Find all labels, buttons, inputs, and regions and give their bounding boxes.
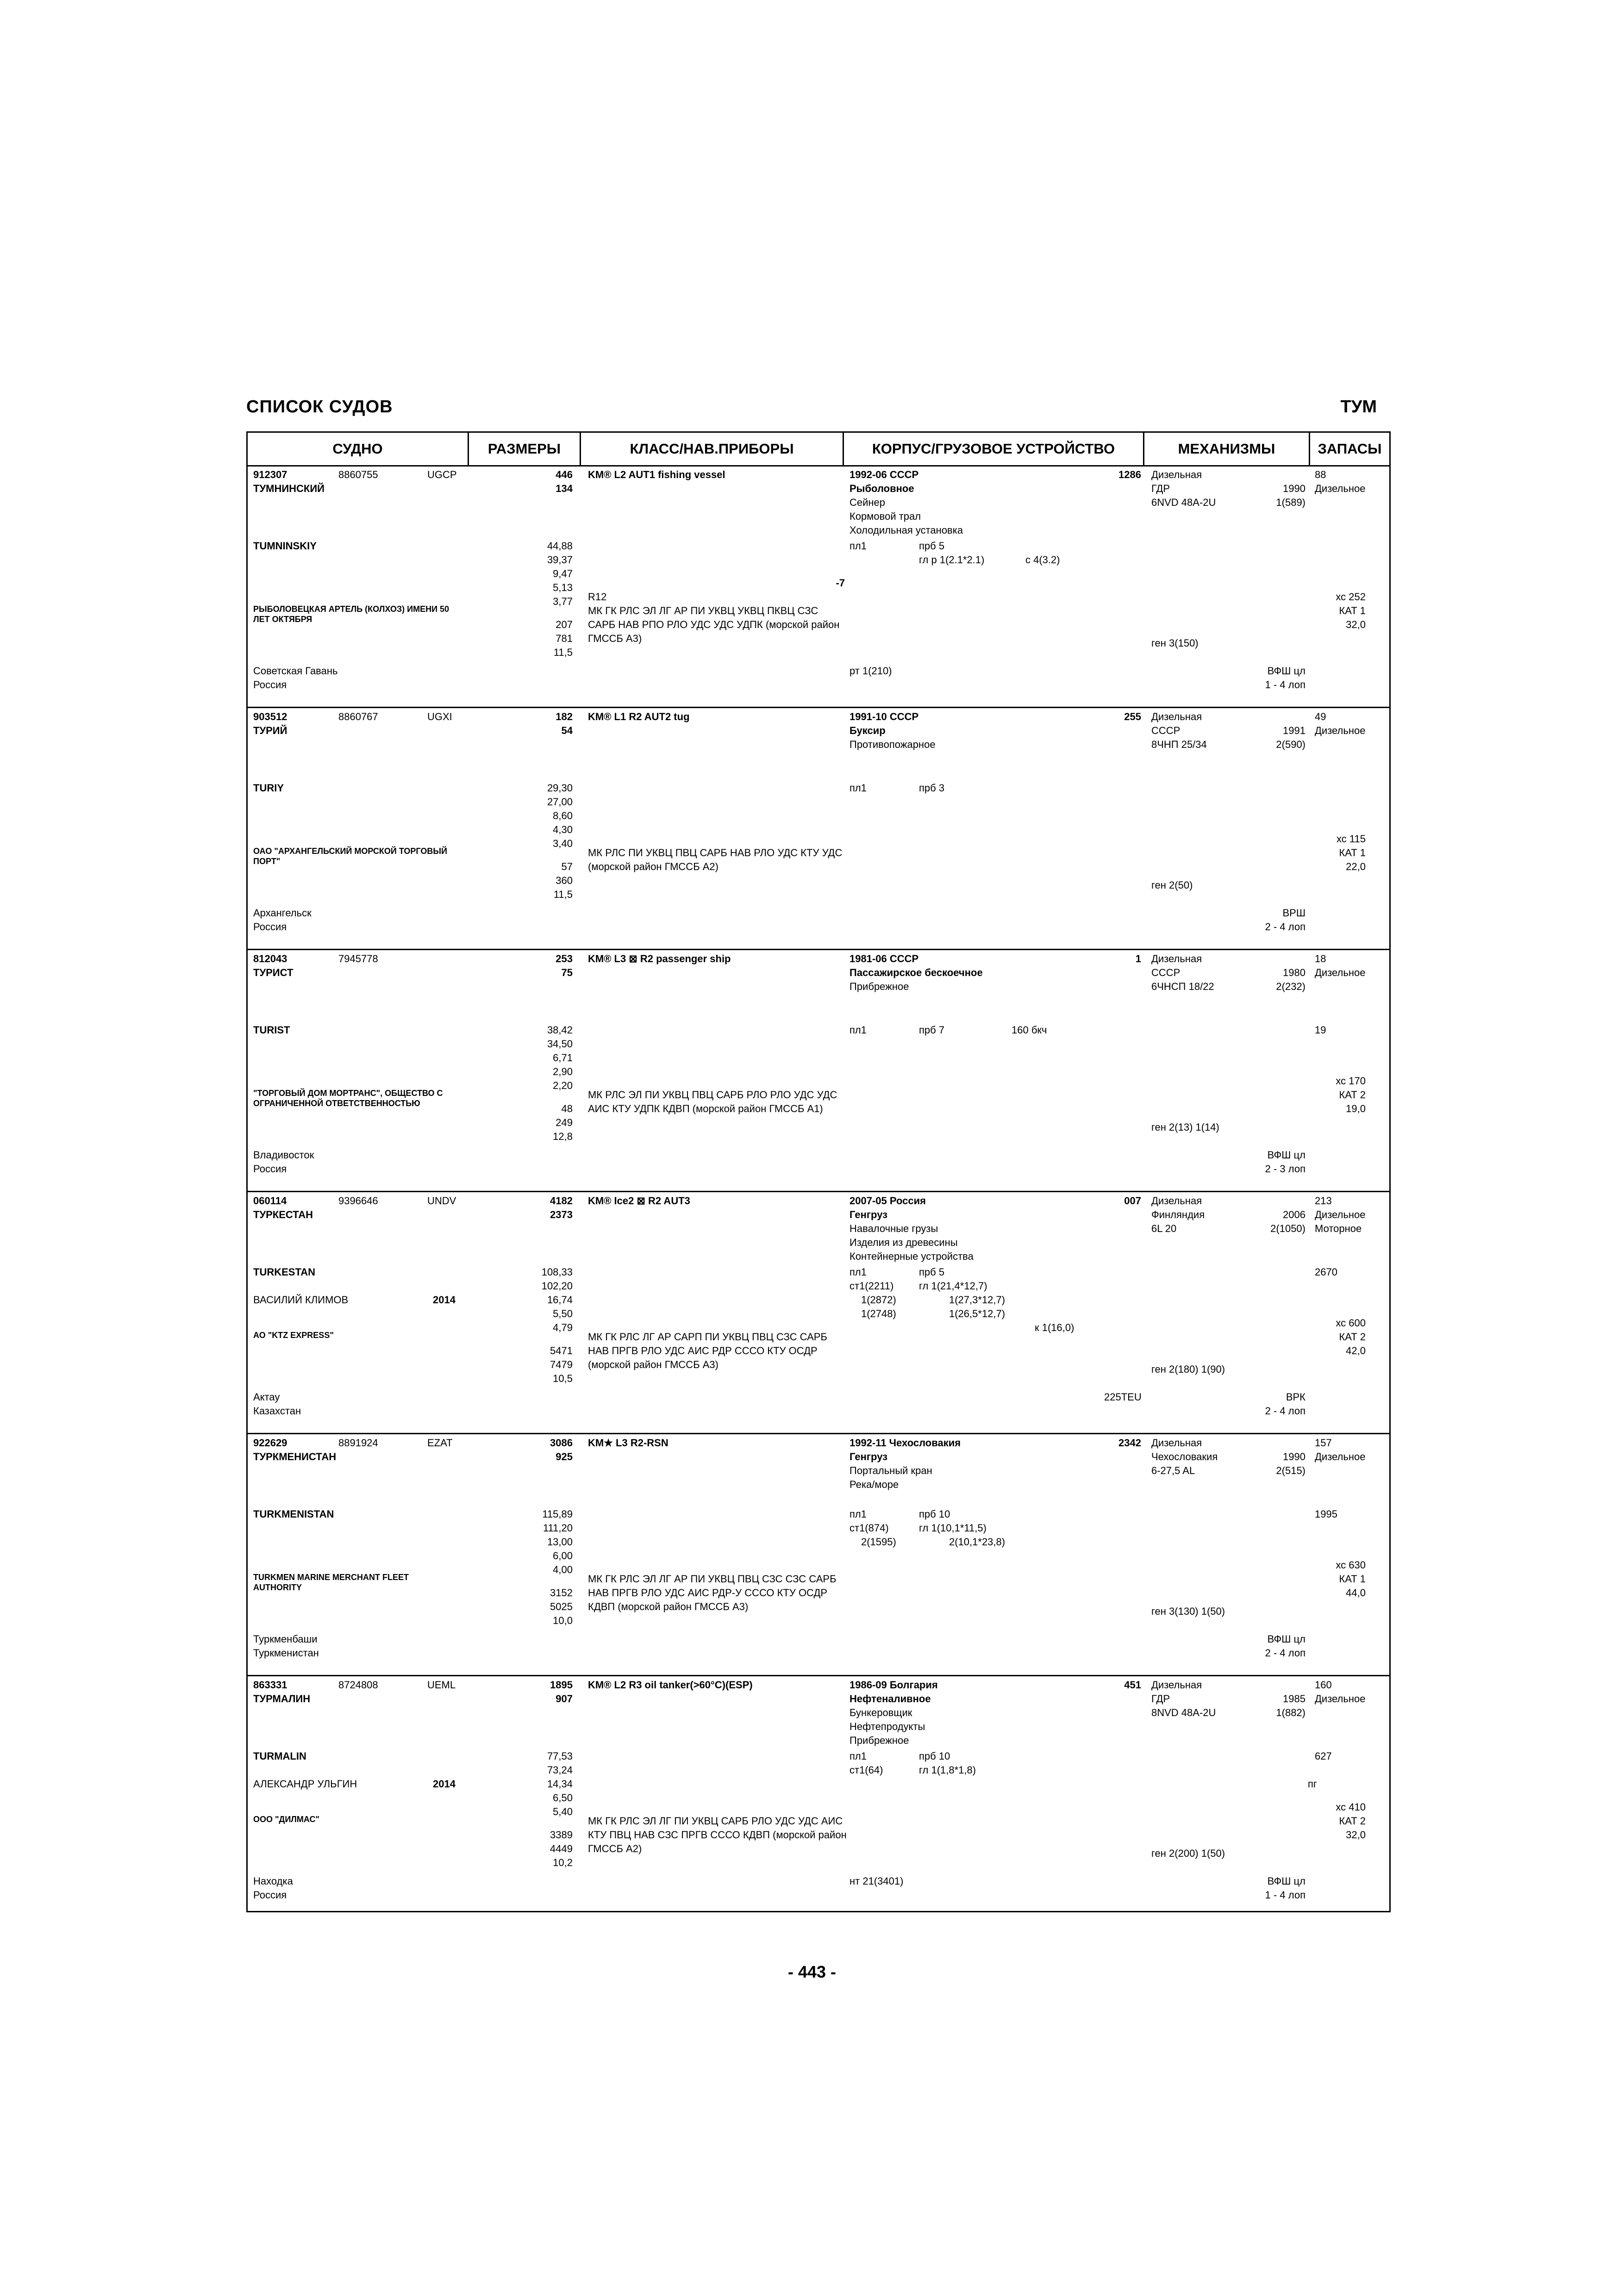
- home-port: Владивосток: [253, 1149, 314, 1161]
- class-notation: KM® L2 R3 oil tanker(>60°C)(ESP): [588, 1679, 753, 1691]
- gross-tonnage: 3086: [550, 1437, 573, 1449]
- engine-model: 6NVD 48A-2U: [1151, 497, 1216, 508]
- hull-feature: Бункеровщик: [849, 1707, 912, 1718]
- home-port: Находка: [253, 1875, 293, 1887]
- ship-name: ТУРИЙ: [253, 725, 287, 736]
- hatch-size: гл 1(21,4*12,7): [919, 1280, 987, 1292]
- build-number: 451: [1124, 1679, 1141, 1691]
- hull-feature: Прибрежное: [849, 981, 909, 992]
- class-notation: KM® L2 AUT1 fishing vessel: [588, 469, 725, 480]
- imo-number: 9396646: [338, 1195, 378, 1207]
- flag-country: Россия: [253, 1889, 287, 1901]
- deadweight-value: 3152: [550, 1587, 573, 1599]
- fuel-range: 19: [1315, 1024, 1326, 1036]
- propeller: ВФШ цл: [1267, 1875, 1305, 1887]
- engine-year: 1980: [1283, 967, 1305, 978]
- hold-capacity: ст1(874): [849, 1522, 889, 1534]
- dimension-value: 14,34: [547, 1778, 573, 1790]
- hold-capacity: 2(1595): [861, 1536, 896, 1548]
- ship-name-latin: TURIST: [253, 1024, 290, 1036]
- crane-info: с 4(3.2): [1025, 554, 1060, 566]
- engine-power: 2(590): [1276, 739, 1305, 750]
- flag-country: Туркменистан: [253, 1647, 319, 1659]
- dimension-value: 3,77: [553, 596, 573, 607]
- class-extra: R12: [588, 591, 607, 603]
- ship-name-latin: TURMALIN: [253, 1750, 306, 1762]
- generators: ген 2(180) 1(90): [1151, 1363, 1225, 1375]
- nav-equipment: МК ГК РЛС ЛГ АР САРП ПИ УКВЦ ПВЦ СЗС САРБ НАВ ПРГВ РЛО УДС АИС РДР СССО КТУ ОСДР (морской район ГМССБ А3): [588, 1331, 827, 1370]
- store-value: КАТ 1: [1339, 847, 1366, 859]
- engine-country: Финляндия: [1151, 1209, 1205, 1220]
- deadweight-value: 5025: [550, 1601, 573, 1612]
- hull-feature: Изделия из древесины: [849, 1237, 958, 1248]
- dimension-value: 111,20: [543, 1522, 573, 1534]
- former-name: АЛЕКСАНДР УЛЬГИН: [253, 1778, 357, 1790]
- propeller: ВРК: [1286, 1391, 1305, 1403]
- former-name: ВАСИЛИЙ КЛИМОВ: [253, 1294, 349, 1306]
- deadweight-value: 10,5: [553, 1373, 573, 1384]
- hull-feature: Нефтепродукты: [849, 1721, 925, 1732]
- build-info: 2007-05 Россия: [849, 1195, 926, 1207]
- gross-tonnage: 253: [556, 953, 573, 964]
- hull-note: -7: [836, 577, 845, 589]
- ship-name: ТУМНИНСКИЙ: [253, 483, 325, 494]
- home-port: Туркменбаши: [253, 1633, 318, 1645]
- engine-year: 1990: [1283, 1451, 1305, 1462]
- col-dimensions: РАЗМЕРЫ: [469, 433, 581, 465]
- cargo-extra: нт 21(3401): [849, 1875, 904, 1887]
- section-code: ТУМ: [1340, 397, 1377, 417]
- nav-equipment: МК РЛС ЭЛ ПИ УКВЦ ПВЦ САРБ РЛО РЛО УДС УДС АИС КТУ УДПК КДВП (морской район ГМССБ А1): [588, 1089, 837, 1114]
- store-value: КАТ 2: [1339, 1331, 1366, 1343]
- deck-info: пл1: [849, 1024, 867, 1036]
- build-info: 1991-10 СССР: [849, 711, 919, 722]
- imo-number: 8860755: [338, 469, 378, 480]
- net-tonnage: 907: [556, 1693, 573, 1705]
- build-number: 2342: [1118, 1437, 1141, 1449]
- hold-capacity: ст1(64): [849, 1764, 883, 1776]
- blades: 2 - 4 лоп: [1265, 1647, 1305, 1659]
- ship-name: ТУРКЕСТАН: [253, 1209, 313, 1220]
- deadweight-value: 10,2: [553, 1857, 573, 1868]
- hold-capacity: ст1(2211): [849, 1280, 894, 1292]
- engine-country: ГДР: [1151, 483, 1170, 494]
- blades: 2 - 4 лоп: [1265, 921, 1305, 933]
- store-value: 160: [1315, 1679, 1332, 1691]
- dimension-value: 9,47: [553, 568, 573, 579]
- deadweight-value: 249: [556, 1117, 573, 1128]
- hull-feature: Кормовой трал: [849, 510, 921, 522]
- former-name-year: 2014: [433, 1294, 456, 1306]
- dimension-value: 5,40: [553, 1806, 573, 1817]
- generators: ген 3(150): [1151, 637, 1199, 649]
- owner: "ТОРГОВЫЙ ДОМ МОРТРАНС", ОБЩЕСТВО С ОГРАНИЧЕННОЙ ОТВЕТСТВЕННОСТЬЮ: [253, 1089, 443, 1108]
- engine-year: 2006: [1283, 1209, 1305, 1220]
- class-notation: KM® L3 ⊠ R2 passenger ship: [588, 953, 731, 964]
- dimension-value: 13,00: [547, 1536, 573, 1548]
- dimension-value: 108,33: [541, 1266, 573, 1278]
- engine-model: 6ЧНСП 18/22: [1151, 981, 1214, 992]
- hatch-info: гл р 1(2.1*2.1): [919, 554, 985, 566]
- dimension-value: 4,30: [553, 824, 573, 835]
- store-value: хс 170: [1336, 1075, 1366, 1087]
- store-value: хс 115: [1337, 833, 1366, 845]
- hull-feature: Река/море: [849, 1479, 899, 1490]
- engine-model: 8ЧНП 25/34: [1151, 739, 1207, 750]
- crane-capacity: к 1(16,0): [1035, 1322, 1074, 1333]
- store-value: хс 252: [1336, 591, 1366, 603]
- propeller: ВРШ: [1282, 907, 1305, 919]
- deadweight-value: 781: [556, 633, 573, 644]
- dimension-value: 5,13: [553, 582, 573, 593]
- dimension-value: 2,90: [553, 1066, 573, 1077]
- ship-name-latin: TURIY: [253, 782, 284, 794]
- hatch-info: 160 бкч: [1012, 1024, 1047, 1036]
- ship-table: [246, 431, 1391, 1912]
- nav-equipment: МК ГК РЛС ЭЛ ЛГ АР ПИ УКВЦ ПВЦ СЗС СЗС САРБ НАВ ПРГВ РЛО УДС АИС РДР-У СССО КТУ ОСДР КДВП (морской район ГМССБ А3): [588, 1573, 837, 1612]
- net-tonnage: 134: [556, 483, 573, 494]
- engine-type: Дизельная: [1151, 469, 1202, 480]
- vessel-type: Пассажирское бескоечное: [849, 967, 983, 978]
- deck-info: пл1: [849, 782, 867, 794]
- hull-feature: Холодильная установка: [849, 524, 963, 536]
- owner: TURKMEN MARINE MERCHANT FLEET AUTHORITY: [253, 1573, 409, 1592]
- hold-capacity: 1(2748): [861, 1308, 896, 1319]
- hull-feature: Навалочные грузы: [849, 1223, 938, 1234]
- engine-country: ГДР: [1151, 1693, 1170, 1705]
- reg-number: 812043: [253, 953, 287, 964]
- blades: 2 - 3 лоп: [1265, 1163, 1305, 1175]
- bulkheads: прб 7: [919, 1024, 945, 1036]
- engine-model: 6L 20: [1151, 1223, 1177, 1234]
- store-value: 32,0: [1346, 1829, 1366, 1841]
- store-value: 18: [1315, 953, 1326, 964]
- bulkheads: прб 3: [919, 782, 945, 794]
- bulkheads: прб 5: [919, 1266, 945, 1278]
- store-value: Дизельное: [1315, 1451, 1366, 1462]
- deadweight-value: 207: [556, 619, 573, 630]
- build-info: 1992-11 Чехословакия: [849, 1437, 961, 1449]
- hatch-size: 1(26,5*12,7): [949, 1308, 1006, 1319]
- build-number: 255: [1124, 711, 1141, 722]
- net-tonnage: 925: [556, 1451, 573, 1462]
- ship-name-latin: TUMNINSKIY: [253, 540, 317, 552]
- col-vessel: СУДНО: [248, 433, 469, 465]
- store-value: 213: [1315, 1195, 1332, 1207]
- ship-name: ТУРИСТ: [253, 967, 294, 978]
- engine-model: 6-27,5 AL: [1151, 1465, 1195, 1476]
- ship-record: [248, 950, 1389, 1192]
- ship-record: [248, 1192, 1389, 1434]
- store-value: Дизельное: [1315, 967, 1366, 978]
- vessel-type: Буксир: [849, 725, 886, 736]
- dimension-value: 4,00: [553, 1564, 573, 1575]
- engine-country: Чехословакия: [1151, 1451, 1218, 1462]
- ship-name-latin: TURKESTAN: [253, 1266, 316, 1278]
- deck-info: пл1: [849, 1750, 867, 1762]
- dimension-value: 77,53: [547, 1750, 573, 1762]
- dimension-value: 102,20: [541, 1280, 573, 1292]
- class-notation: KM® L1 R2 AUT2 tug: [588, 711, 690, 722]
- dimension-value: 34,50: [547, 1038, 573, 1050]
- generators: ген 3(130) 1(50): [1151, 1605, 1225, 1617]
- ship-name: ТУРМАЛИН: [253, 1693, 311, 1705]
- propeller: ВФШ цл: [1267, 1633, 1305, 1645]
- store-value: КАТ 1: [1339, 1573, 1366, 1585]
- engine-type: Дизельная: [1151, 1195, 1202, 1207]
- engine-country: СССР: [1151, 725, 1181, 736]
- engine-year: 1985: [1283, 1693, 1305, 1705]
- col-machinery: МЕХАНИЗМЫ: [1144, 433, 1310, 465]
- home-port: Архангельск: [253, 907, 312, 919]
- dimension-value: 6,71: [553, 1052, 573, 1064]
- store-value: 19,0: [1346, 1103, 1366, 1114]
- call-sign: UGXI: [427, 711, 452, 722]
- home-port: Актау: [253, 1391, 280, 1403]
- dimension-value: 16,74: [547, 1294, 573, 1306]
- hull-feature: Прибрежное: [849, 1735, 909, 1746]
- col-stores: ЗАПАСЫ: [1318, 441, 1382, 457]
- store-value: 157: [1315, 1437, 1332, 1449]
- net-tonnage: 2373: [550, 1209, 573, 1220]
- dimension-value: 27,00: [547, 796, 573, 808]
- store-value: Дизельное: [1315, 725, 1366, 736]
- owner: РЫБОЛОВЕЦКАЯ АРТЕЛЬ (КОЛХОЗ) ИМЕНИ 50 ЛЕТ ОКТЯБРЯ: [253, 604, 450, 624]
- call-sign: UNDV: [427, 1195, 456, 1207]
- dimension-value: 38,42: [547, 1024, 573, 1036]
- bulkheads: прб 10: [919, 1750, 950, 1762]
- ship-record: [248, 1676, 1389, 1918]
- gross-tonnage: 1895: [550, 1679, 573, 1691]
- hull-feature: Контейнерные устройства: [849, 1251, 974, 1262]
- hull-feature: Сейнер: [849, 497, 886, 508]
- dimension-value: 29,30: [547, 782, 573, 794]
- gross-tonnage: 446: [556, 469, 573, 480]
- store-value: хс 630: [1336, 1559, 1366, 1571]
- nav-equipment: МК РЛС ПИ УКВЦ ПВЦ САРБ НАВ РЛО УДС КТУ УДС (морской район ГМССБ А2): [588, 847, 843, 872]
- store-value: КАТ 1: [1339, 605, 1366, 616]
- engine-power: 1(882): [1276, 1707, 1305, 1718]
- engine-country: СССР: [1151, 967, 1181, 978]
- engine-type: Дизельная: [1151, 953, 1202, 964]
- build-info: 1986-09 Болгария: [849, 1679, 938, 1691]
- deadweight-value: 4449: [550, 1843, 573, 1854]
- hatch-size: гл 1(10,1*11,5): [919, 1522, 987, 1534]
- ship-name-latin: TURKMENISTAN: [253, 1508, 334, 1520]
- imo-number: 7945778: [338, 953, 378, 964]
- deadweight-value: 10,0: [553, 1615, 573, 1626]
- engine-power: 2(232): [1276, 981, 1305, 992]
- store-value: 88: [1315, 469, 1326, 480]
- gross-tonnage: 182: [556, 711, 573, 722]
- hold-capacity: 1(2872): [861, 1294, 896, 1306]
- generators: ген 2(50): [1151, 879, 1193, 891]
- propeller: ВФШ цл: [1267, 1149, 1305, 1161]
- hull-feature: Портальный кран: [849, 1465, 932, 1476]
- engine-type: Дизельная: [1151, 1679, 1202, 1691]
- page-title: СПИСОК СУДОВ: [246, 397, 393, 417]
- blades: 1 - 4 лоп: [1265, 679, 1305, 691]
- bulkheads: прб 10: [919, 1508, 950, 1520]
- dimension-value: 6,50: [553, 1792, 573, 1804]
- dimension-value: 115,89: [542, 1508, 573, 1520]
- engine-year: 1991: [1283, 725, 1305, 736]
- generators: ген 2(13) 1(14): [1151, 1121, 1219, 1133]
- dimension-value: 8,60: [553, 810, 573, 821]
- hatch-size: гл 1(1,8*1,8): [919, 1764, 976, 1776]
- deadweight-value: 5471: [550, 1345, 573, 1356]
- reg-number: 863331: [253, 1679, 287, 1691]
- deadweight-value: 11,5: [553, 647, 573, 658]
- gross-tonnage: 4182: [550, 1195, 573, 1207]
- dimension-value: 39,37: [547, 554, 573, 566]
- store-value: 44,0: [1346, 1587, 1366, 1599]
- ship-record: [248, 466, 1389, 708]
- generators: ген 2(200) 1(50): [1151, 1848, 1225, 1859]
- reg-number: 922629: [253, 1437, 287, 1449]
- hull-feature: Противопожарное: [849, 739, 936, 750]
- dimension-value: 44,88: [547, 540, 573, 552]
- flag-country: Россия: [253, 679, 287, 691]
- vessel-type: Генгруз: [849, 1451, 888, 1462]
- store-value: Дизельное: [1315, 1693, 1366, 1705]
- deck-info: пл1: [849, 1508, 867, 1520]
- col-hull: КОРПУС/ГРУЗОВОЕ УСТРОЙСТВО: [844, 433, 1144, 465]
- ship-record: [248, 1434, 1389, 1676]
- store-note: пг: [1308, 1778, 1317, 1790]
- dimension-value: 73,24: [547, 1764, 573, 1776]
- cargo-extra: рт 1(210): [849, 665, 892, 677]
- call-sign: EZAT: [427, 1437, 453, 1449]
- engine-type: Дизельная: [1151, 1437, 1202, 1449]
- engine-power: 1(589): [1276, 497, 1305, 508]
- deck-info: пл1: [849, 1266, 867, 1278]
- store-value: Моторное: [1315, 1223, 1362, 1234]
- engine-power: 2(515): [1276, 1465, 1305, 1476]
- fuel-range: 2670: [1315, 1266, 1337, 1278]
- dimension-value: 5,50: [553, 1308, 573, 1319]
- dimension-value: 2,20: [553, 1080, 573, 1091]
- net-tonnage: 54: [561, 725, 573, 736]
- nav-equipment: МК ГК РЛС ЭЛ ЛГ АР ПИ УКВЦ УКВЦ ПКВЦ СЗС САРБ НАВ РПО РЛО УДС УДС УДПК (морской район ГМССБ А3): [588, 605, 840, 644]
- store-value: КАТ 2: [1339, 1815, 1366, 1827]
- dimension-value: 4,79: [553, 1322, 573, 1333]
- dimension-value: 6,00: [553, 1550, 573, 1562]
- call-sign: UGCP: [427, 469, 457, 480]
- build-number: 007: [1124, 1195, 1141, 1207]
- flag-country: Казахстан: [253, 1405, 301, 1417]
- page-number: - 443 -: [787, 1962, 837, 1981]
- blades: 2 - 4 лоп: [1265, 1405, 1305, 1417]
- vessel-type: Нефтеналивное: [849, 1693, 931, 1705]
- reg-number: 903512: [253, 711, 287, 722]
- class-notation: KM® Ice2 ⊠ R2 AUT3: [588, 1195, 690, 1207]
- vessel-type: Рыболовное: [849, 483, 914, 494]
- deadweight-value: 7479: [550, 1359, 573, 1370]
- fuel-range: 627: [1315, 1750, 1332, 1762]
- nav-equipment: МК ГК РЛС ЭЛ ЛГ ПИ УКВЦ САРБ РЛО УДС УДС АИС КТУ ПВЦ НАВ СЗС ПРГВ СССО КДВП (морской район ГМССБ А2): [588, 1815, 847, 1854]
- hatch-size: 1(27,3*12,7): [949, 1294, 1006, 1306]
- dimension-value: 3,40: [553, 838, 573, 849]
- vessel-type: Генгруз: [849, 1209, 888, 1220]
- store-value: 32,0: [1346, 619, 1366, 630]
- store-value: 22,0: [1346, 861, 1366, 872]
- build-info: 1992-06 СССР: [849, 469, 919, 480]
- class-notation: KM★ L3 R2-RSN: [588, 1437, 668, 1449]
- reg-number: 912307: [253, 469, 287, 480]
- flag-country: Россия: [253, 1163, 287, 1175]
- store-value: КАТ 2: [1339, 1089, 1366, 1101]
- deadweight-value: 3389: [550, 1829, 573, 1841]
- home-port: Советская Гавань: [253, 665, 338, 677]
- imo-number: 8891924: [338, 1437, 378, 1449]
- blades: 1 - 4 лоп: [1265, 1889, 1305, 1901]
- engine-power: 2(1050): [1270, 1223, 1305, 1234]
- engine-model: 8NVD 48A-2U: [1151, 1707, 1216, 1718]
- store-value: хс 410: [1336, 1801, 1366, 1813]
- bulkheads: прб 5: [919, 540, 945, 552]
- owner: АО "KTZ EXPRESS": [253, 1331, 334, 1340]
- reg-number: 060114: [253, 1195, 287, 1207]
- build-number: 1286: [1118, 469, 1141, 480]
- hatch-size: 2(10,1*23,8): [949, 1536, 1006, 1548]
- owner: ООО "ДИЛМАС": [253, 1815, 320, 1824]
- fuel-range: 1995: [1315, 1508, 1337, 1520]
- store-value: 49: [1315, 711, 1326, 722]
- engine-year: 1990: [1283, 483, 1305, 494]
- imo-number: 8724808: [338, 1679, 378, 1691]
- deadweight-value: 48: [561, 1103, 573, 1114]
- net-tonnage: 75: [561, 967, 573, 978]
- store-value: 42,0: [1346, 1345, 1366, 1356]
- propeller: ВФШ цл: [1267, 665, 1305, 677]
- cargo-extra: 225TEU: [1104, 1391, 1142, 1403]
- deadweight-value: 12,8: [553, 1131, 573, 1142]
- engine-type: Дизельная: [1151, 711, 1202, 722]
- call-sign: UEML: [427, 1679, 456, 1691]
- deadweight-value: 360: [556, 875, 573, 886]
- build-number: 1: [1135, 953, 1141, 964]
- ship-name: ТУРКМЕНИСТАН: [253, 1451, 337, 1462]
- former-name-year: 2014: [433, 1778, 456, 1790]
- imo-number: 8860767: [338, 711, 378, 722]
- deck-info: пл1: [849, 540, 867, 552]
- build-info: 1981-06 СССР: [849, 953, 919, 964]
- col-class: КЛАСС/НАВ.ПРИБОРЫ: [581, 433, 844, 465]
- store-value: Дизельное: [1315, 483, 1366, 494]
- deadweight-value: 11,5: [553, 889, 573, 900]
- store-value: хс 600: [1336, 1317, 1366, 1329]
- ship-record: [248, 708, 1389, 950]
- owner: ОАО "АРХАНГЕЛЬСКИЙ МОРСКОЙ ТОРГОВЫЙ ПОРТ": [253, 846, 447, 866]
- flag-country: Россия: [253, 921, 287, 933]
- deadweight-value: 57: [561, 861, 573, 872]
- store-value: Дизельное: [1315, 1209, 1366, 1220]
